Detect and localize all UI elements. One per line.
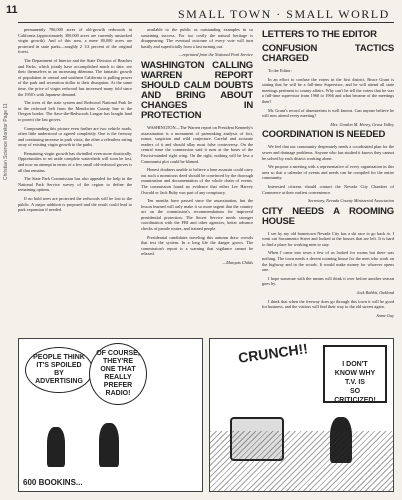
paragraph: permanently 786,000 acres of old-growth redwoods in California (approximately 300,000 acres are currently unstacked virgin growth). And of this area, a mere 80,000 acres are protected in state parks—roughly 2 1/2 percent of the original forest.	[18, 27, 132, 55]
figure-illustration	[47, 427, 65, 467]
paragraph: The State Park Commission has also appealed for help in the National Park Service survey of the region to define the remaining options.	[18, 176, 132, 193]
paragraph: Ten months have passed since the assassination, but the lesson learned will only make it so more urgent that the country act on the commission's recommendations for improved presidential protection. The Secret Service needs stronger coordination with the FBI and other agencies, better advance checks of parade routes, and trained people.	[141, 198, 253, 232]
cartoon-caption: 600 BOOKINS...	[23, 478, 83, 487]
cartoon-signs	[18, 338, 203, 492]
paragraph: I think that when the freeway does go through this town it will be good for business, and the visitors will find their way to the old streets again.	[262, 298, 394, 310]
paragraph: Remaining virgin growth has dwindled even more drastically. Opportunities to set aside complete watersheds will soon be lost, and now an attempt in terms of a few small old-redwood groves is all that remains.	[18, 150, 132, 173]
paragraph: Interested citizens should contact the Nevada City Chamber of Commerce at their earliest convenience.	[262, 183, 394, 195]
speech-bubble	[89, 343, 147, 405]
ground-hatching	[210, 431, 393, 491]
column-washington	[141, 27, 253, 347]
byline: —Marquis Childs	[222, 260, 253, 266]
speech-text: OF COURSE, THEY'RE ONE THAT REALLY PREFER RADIO!	[96, 350, 140, 397]
cartoon-strip	[18, 338, 394, 492]
tv-sign	[323, 345, 387, 403]
paragraph: Compounding this picture even further are two vehicle roads, often little understood or agreed completely. One is the freeway and continuing increase in park visits; the other a relentless eating away of existing virgin growth to the parks.	[18, 125, 132, 148]
side-margin-text: Christian Science Monitor Page 11	[3, 103, 9, 180]
section-masthead: SMALL TOWN · SMALL WORLD	[178, 7, 390, 21]
column-redwoods	[18, 27, 132, 329]
paragraph: I hope someone with the means will think it over before another season goes by.	[262, 275, 394, 287]
paragraph: We feel that our community desperately needs a coordinated plan for the sewer and drainage problems. Anyone who has studied it knows they cannot be solved by each district working alone.	[262, 144, 394, 161]
headline-warren-report: WASHINGTON CALLING WARREN REPORT SHOULD CALM DOUBTS AND BRING ABOUT CHANGES IN PROTECTION	[141, 59, 253, 121]
speech-bubble	[25, 347, 93, 393]
paragraph: We propose a meeting with a representative of every organization in this area so that a calendar of events and needs can be compiled for the entire community.	[262, 164, 394, 181]
masthead-rule	[18, 22, 394, 23]
paragraph: In an effort to confuse the voters in the first district, Bruce Grant is stating that he will be a full-time Supervisor, and he will attend all state meetings pertinent to county affairs. Why can't he tell the voters that he was a full-time supervisor from 1960 to 1966 and what became of the meetings then?	[262, 76, 394, 104]
paragraph: I see by my old hometown Nevada City has a ski race to go back to. I went out Sacramento Street and looked at the houses that are left. It is hard to find a place for working men to stay.	[262, 230, 394, 247]
speech-text: PEOPLE THINK IT'S SPOILED BY ADVERTISING	[33, 354, 85, 385]
signature: Same Guy	[376, 312, 394, 318]
paragraph: Honest doubters unable to believe a lone assassin could carry out such a monstrous deed should be convinced by the thorough examination and documentation of the whole chain of events. The commission found no evidence that either Lee Harvey Oswald or Jack Ruby was part of any conspiracy.	[141, 167, 253, 195]
cartoon-crunch	[209, 338, 394, 492]
salutation: To the Editor:	[268, 68, 292, 73]
signature: Mrs. Gordon M. Henry, Grass Valley	[330, 121, 394, 127]
paragraph: WASHINGTON—The Warren report on President Kennedy's assassination is a monument of painstaking analysis of fact, rumor, suspicion and wild conjecture. Careful and accurate readers of it and should allay most false controversy. On the central issue the commission said it runs at the bases of the Fascist-minded right wing. On the right, nothing will be less a Communist plot could be blamed.	[141, 124, 253, 164]
headline-letters: LETTERS TO THE EDITOR	[262, 29, 377, 40]
paragraph: Mr. Grant's record of absenteeism is well known. Can anyone believe he will now attend every meeting?	[262, 107, 394, 119]
headline-rooming-house: CITY NEEDS A ROOMING HOUSE	[262, 205, 394, 227]
paragraph: Presidential candidates traveling this autumn draw crowds that test the system. In a long life the danger grows. The commission's report is a warning that vigilance cannot be relaxed.	[141, 234, 253, 257]
signature: Secretary, Nevada County Ministerial Association	[307, 198, 394, 204]
photo-caption: If no bold trees are protected the redwoods will be lost to the public. A major addition is proposed and the result could lead to park expansion if needed.	[18, 196, 132, 213]
page-number: 11	[6, 4, 18, 16]
paragraph: available to the public as outstanding examples in so sustaining success. For too costly the natural heritage is disappearing. The eventual outcome of every vote will turn hastily and superficially from a fast turning out.	[141, 27, 253, 49]
paragraph: The trees of the state system and Redwood National Park lie in the redwood belt from the Mendocino County line to the Oregon border. The Save-the-Redwoods League has bought land to protect the last groves.	[18, 100, 132, 122]
crunch-sound-text: CRUNCH!!	[237, 340, 309, 366]
paragraph: When I came into town a few of us looked for rooms but there was nothing. The town needs a decent rooming house for the men who work on the highway and in the woods. It would make money for whoever opens one.	[262, 250, 394, 273]
headline-confusion: CONFUSION TACTICS CHARGED	[262, 43, 394, 64]
figure-illustration	[99, 423, 119, 467]
paragraph: The Department of Interior and the State Division of Beaches and Parks, which jointly have accomplished much to date, see their themselves in an increasing dilemma. The fantastic growth of population in central and southern California is pulling power of the park and recreation dollar to their disruption. At the same time, the price of virgin redwood has increased many fold since the 1950's with Japanese demand.	[18, 57, 132, 97]
signature: Jack Rabbit, Oakland	[356, 290, 394, 296]
sign-text: I DON'T KNOW WHY T.V. IS SO CRITICIZED!	[334, 361, 376, 404]
credit-line: —reprinted from the National Park Service	[178, 52, 253, 58]
column-letters	[262, 27, 394, 357]
headline-coordination: COORDINATION IS NEEDED	[262, 129, 386, 141]
